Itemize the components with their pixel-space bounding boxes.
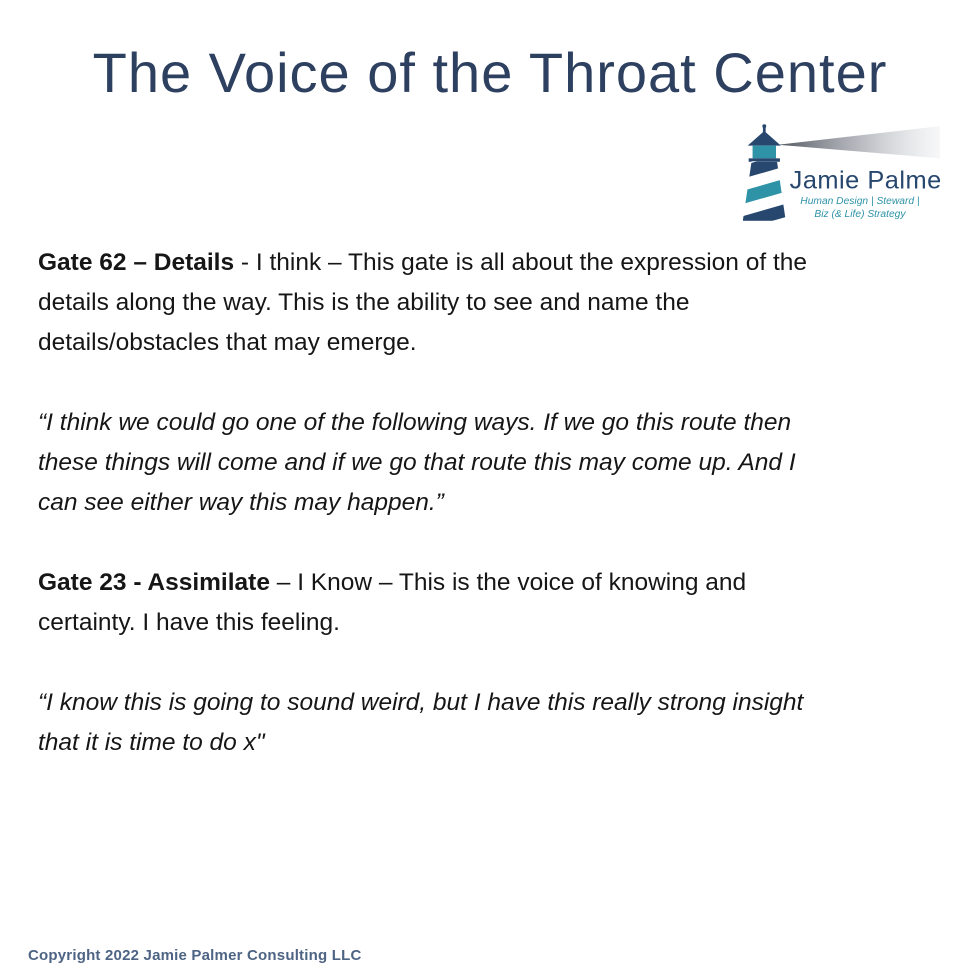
gate-23-quote [38, 683, 930, 763]
gate-62-heading: Gate 62 – Details [38, 249, 235, 276]
gate-62-line-3: details/obstacles that may emerge. [38, 329, 417, 356]
quote-2-line-2: that it is time to do x" [38, 729, 265, 756]
gate-23-line-1-rest: – I Know – This is the voice of knowing and [269, 569, 747, 596]
page-title: The Voice of the Throat Center [92, 41, 888, 104]
logo-name: Jamie Palmer [789, 166, 940, 195]
gate-23-heading: Gate 23 - Assimilate [38, 569, 270, 596]
body-content [38, 243, 930, 803]
quote-2-line-1: “I know this is going to sound weird, but I have this really strong insight [38, 689, 804, 716]
gate-62-line-1-rest: - I think – This gate is all about the expression of the [234, 249, 808, 276]
logo [735, 118, 940, 228]
gate-62-quote [38, 403, 930, 523]
copyright-notice: Copyright 2022 Jamie Palmer Consulting LLC [28, 947, 362, 964]
gate-62-line-2: details along the way. This is the ability to see and name the [38, 289, 690, 316]
quote-1-line-3: can see either way this may happen.” [38, 489, 444, 516]
gate-23-line-1 [38, 563, 930, 603]
gate-62-paragraph [38, 243, 930, 363]
gate-62-line-1 [38, 243, 930, 283]
lighthouse-logo-icon [735, 118, 940, 228]
logo-tagline-line2: Biz (& Life) Strategy [814, 208, 906, 220]
light-beam [778, 126, 940, 158]
quote-1-line-2: these things will come and if we go that route this may come up. And I [38, 449, 796, 476]
quote-1-line-1: “I think we could go one of the following ways. If we go this route then [38, 409, 792, 436]
gate-23-line-2: certainty. I have this feeling. [38, 609, 340, 636]
logo-tagline-line1: Human Design | Steward | [800, 196, 920, 208]
gate-23-paragraph [38, 563, 930, 643]
